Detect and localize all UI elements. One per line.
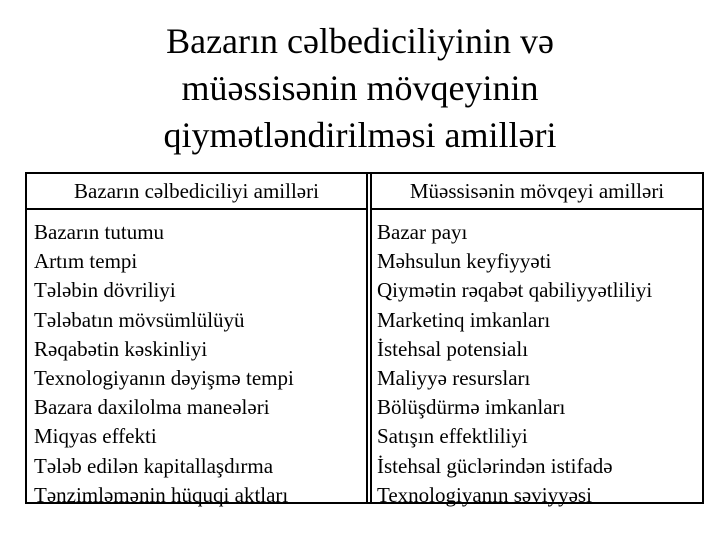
factors-table bbox=[25, 172, 704, 507]
market-attractiveness-column bbox=[27, 174, 366, 507]
list-item: Tələbatın mövsümlülüyü bbox=[34, 307, 245, 332]
market-attractiveness-list bbox=[34, 218, 362, 510]
list-item: Miqyas effekti bbox=[34, 424, 157, 449]
list-item: Bazara daxilolma maneələri bbox=[34, 395, 270, 420]
list-item: Tənzimləmənin hüquqi aktları bbox=[34, 482, 289, 507]
slide-title bbox=[0, 18, 720, 159]
list-item: İstehsal potensialı bbox=[377, 336, 529, 361]
list-item: Tələb edilən kapitallaşdırma bbox=[34, 453, 274, 478]
list-item: Bazarın tutumu bbox=[34, 220, 165, 244]
list-item: İstehsal güclərindən istifadə bbox=[377, 453, 613, 478]
list-item: Satışın effektliliyi bbox=[377, 424, 528, 449]
list-item: Bölüşdürmə imkanları bbox=[377, 395, 566, 420]
title-line-2: müəssisənin mövqeyinin bbox=[181, 68, 539, 108]
list-item: Məhsulun keyfiyyəti bbox=[377, 249, 552, 274]
list-item: Texnologiyanın dəyişmə tempi bbox=[34, 366, 294, 391]
list-item: Maliyyə resursları bbox=[377, 366, 531, 391]
list-item: Bazar payı bbox=[377, 220, 468, 244]
list-item: Tələbin dövriliyi bbox=[34, 278, 176, 303]
list-item: Marketinq imkanları bbox=[377, 307, 551, 332]
title-line-3: qiymətləndirilməsi amilləri bbox=[163, 115, 557, 155]
market-attractiveness-header: Bazarın cəlbediciliyi amilləri bbox=[27, 174, 366, 210]
company-position-header: Müəssisənin mövqeyi amilləri bbox=[372, 174, 702, 210]
list-item: Rəqabətin kəskinliyi bbox=[34, 336, 208, 361]
company-position-list bbox=[377, 218, 698, 510]
list-item: Artım tempi bbox=[34, 249, 138, 274]
list-item: Qiymətin rəqabət qabiliyyətliliyi bbox=[377, 278, 653, 303]
company-position-column bbox=[370, 174, 702, 507]
list-item: Texnologiyanın səviyyəsi bbox=[377, 482, 592, 507]
title-line-1: Bazarın cəlbediciliyinin və bbox=[166, 21, 554, 61]
